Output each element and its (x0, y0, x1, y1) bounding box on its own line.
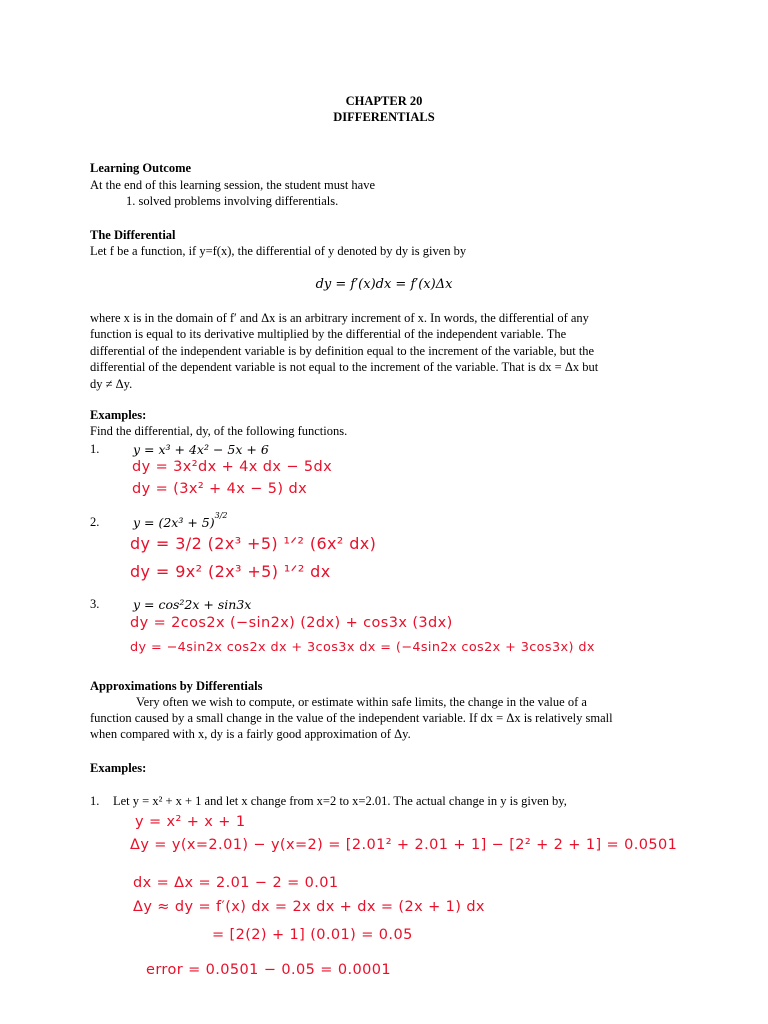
example-exponent: 3/2 (214, 511, 228, 520)
paragraph-line: function is equal to its derivative multiplied by the differential of the independent variable. The (90, 327, 567, 342)
chapter-number: CHAPTER 20 (345, 94, 423, 108)
handwritten-work: Δy = y(x=2.01) − y(x=2) = [2.01² + 2.01 + 1] − [2² + 2 + 1] = 0.0501 (130, 837, 678, 853)
learning-outcome-intro: At the end of this learning session, the student must have (90, 178, 376, 192)
handwritten-work: Δy ≈ dy = f′(x) dx = 2x dx + dx = (2x + 1) dx (133, 899, 485, 915)
example-text: Let y = x² + x + 1 and let x change from x=2 to x=2.01. The actual change in y is given by, (113, 794, 567, 808)
approximations-line: function caused by a small change in the value of the independent variable. If dx = Δx is relatively small (90, 711, 613, 725)
paragraph-line: dy ≠ Δy. (90, 376, 133, 391)
example-number: 2. (90, 515, 100, 529)
learning-outcome-heading: Learning Outcome (90, 161, 192, 175)
differential-formula: dy = f′(x)dx = f′(x)Δx (315, 277, 453, 292)
differential-paragraph (90, 310, 690, 392)
handwritten-work: dy = 3/2 (2x³ +5) ¹ᐟ² (6x² dx) (130, 534, 377, 553)
approximations-line: when compared with x, dy is a fairly good approximation of Δy. (90, 727, 411, 741)
handwritten-work: dy = 2cos2x (−sin2x) (2dx) + cos3x (3dx) (130, 615, 453, 631)
example-number: 1. (90, 442, 100, 456)
handwritten-work: dy = −4sin2x cos2x dx + 3cos3x dx = (−4sin2x cos2x + 3cos3x) dx (130, 640, 595, 655)
examples-instruction: Find the differential, dy, of the following functions. (90, 424, 348, 438)
example-equation: y = x³ + 4x² − 5x + 6 (133, 442, 269, 457)
example-equation-base: y = (2x³ + 5) (133, 515, 215, 531)
paragraph-line: differential of the independent variable is by definition equal to the increment of the variable, but the (90, 343, 595, 358)
example-equation (133, 511, 228, 531)
differential-heading: The Differential (90, 228, 176, 242)
learning-outcome-item: 1. solved problems involving differentials. (126, 194, 339, 208)
chapter-title: DIFFERENTIALS (333, 110, 435, 124)
handwritten-work: dy = 9x² (2x³ +5) ¹ᐟ² dx (130, 562, 331, 581)
handwritten-work: dx = Δx = 2.01 − 2 = 0.01 (133, 875, 339, 891)
differential-definition: Let f be a function, if y=f(x), the differential of y denoted by dy is given by (90, 244, 467, 258)
handwritten-work: error = 0.0501 − 0.05 = 0.0001 (146, 962, 391, 978)
example-equation: y = cos²2x + sin3x (133, 597, 252, 612)
examples-heading: Examples: (90, 761, 147, 775)
example-number: 1. (90, 794, 100, 808)
paragraph-line: differential of the dependent variable is not equal to the increment of the variable. That is dx = Δx but (90, 360, 599, 375)
approximations-line: Very often we wish to compute, or estimate within safe limits, the change in the value of a (136, 695, 587, 709)
paragraph-line: where x is in the domain of f′ and Δx is an arbitrary increment of x. In words, the differential of any (90, 311, 589, 325)
handwritten-work: = [2(2) + 1] (0.01) = 0.05 (212, 927, 413, 943)
handwritten-work: dy = (3x² + 4x − 5) dx (132, 481, 308, 497)
example-number: 3. (90, 597, 100, 611)
approximations-heading: Approximations by Differentials (90, 679, 263, 693)
examples-heading: Examples: (90, 408, 147, 422)
handwritten-work: dy = 3x²dx + 4x dx − 5dx (132, 459, 333, 475)
handwritten-work: y = x² + x + 1 (135, 814, 246, 830)
